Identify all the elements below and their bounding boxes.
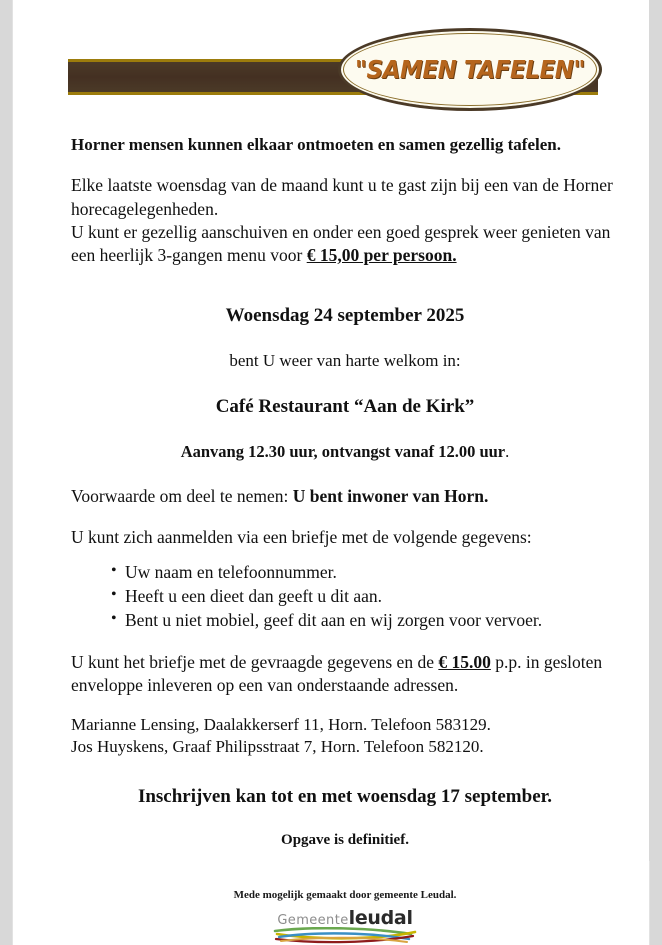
gemeente-leudal-logo: [273, 907, 418, 945]
address-line: Marianne Lensing, Daalakkerserf 11, Horn. Telefoon 583129.: [71, 714, 491, 734]
headline: Horner mensen kunnen elkaar ontmoeten en samen gezellig tafelen.: [71, 135, 561, 154]
page-right-margin: [649, 0, 662, 861]
logo-word-gemeente: Gemeente: [277, 912, 349, 928]
requirements-list: [71, 561, 619, 632]
intro-paragraph-2: [71, 221, 619, 267]
list-item: • Bent u niet mobiel, geef dit aan en wij zorgen voor vervoer.: [111, 609, 619, 633]
intro-paragraph: [71, 174, 619, 220]
event-welcome: bent U weer van harte welkom in:: [229, 350, 461, 370]
document-content: [13, 134, 649, 945]
document-page: [13, 0, 649, 945]
event-time: [71, 441, 619, 463]
price-submit: € 15.00: [438, 651, 491, 672]
intro-line-2: horecagelegenheden.: [71, 198, 219, 219]
header-banner: [68, 28, 598, 105]
event-time-period: .: [505, 442, 510, 462]
logo-swoosh-icon: [273, 927, 418, 945]
signup-intro: U kunt zich aanmelden via een briefje met de volgende gegevens:: [71, 527, 532, 548]
footer: [71, 889, 619, 945]
intro-line-1: Elke laatste woensdag van de maand kunt u te gast zijn bij een van de Horner: [71, 175, 613, 196]
logo-wordmark: [273, 907, 418, 928]
address-block: [71, 714, 619, 759]
footer-credit: Mede mogelijk gemaakt door gemeente Leudal.: [233, 888, 457, 901]
submit-line-2: enveloppe inleveren op een van onderstaande adressen.: [71, 674, 459, 695]
event-time-text: Aanvang 12.30 uur, ontvangst vanaf 12.00 uur: [180, 442, 506, 462]
condition-line: [71, 485, 619, 508]
logo-word-leudal: leudal: [348, 906, 413, 929]
banner-oval-badge: [338, 28, 602, 111]
price-per-person: € 15,00 per persoon.: [306, 244, 457, 265]
event-venue: Café Restaurant “Aan de Kirk”: [215, 396, 475, 418]
submit-prefix: U kunt het briefje met de gevraagde gegevens en de: [71, 651, 439, 672]
submit-instructions: [71, 651, 619, 697]
definitief-note: Opgave is definitief.: [281, 831, 409, 848]
event-date: Woensdag 24 september 2025: [225, 304, 465, 326]
signup-deadline: Inschrijven kan tot en met woensdag 17 september.: [137, 785, 553, 807]
condition-prefix: Voorwaarde om deel te nemen:: [71, 486, 293, 507]
list-item: • Uw naam en telefoonnummer.: [111, 561, 619, 585]
address-line: Jos Huyskens, Graaf Philipsstraat 7, Horn. Telefoon 582120.: [71, 737, 484, 757]
condition-bold: U bent inwoner van Horn.: [292, 486, 489, 507]
submit-suffix: p.p. in gesloten: [490, 651, 603, 672]
intro-line-4-prefix: een heerlijk 3-gangen menu voor: [71, 244, 307, 265]
intro-line-3: U kunt er gezellig aanschuiven en onder een goed gesprek weer genieten van: [71, 221, 611, 242]
list-item: • Heeft u een dieet dan geeft u dit aan.: [111, 585, 619, 609]
banner-title-text: "SAMEN TAFELEN": [354, 55, 586, 84]
